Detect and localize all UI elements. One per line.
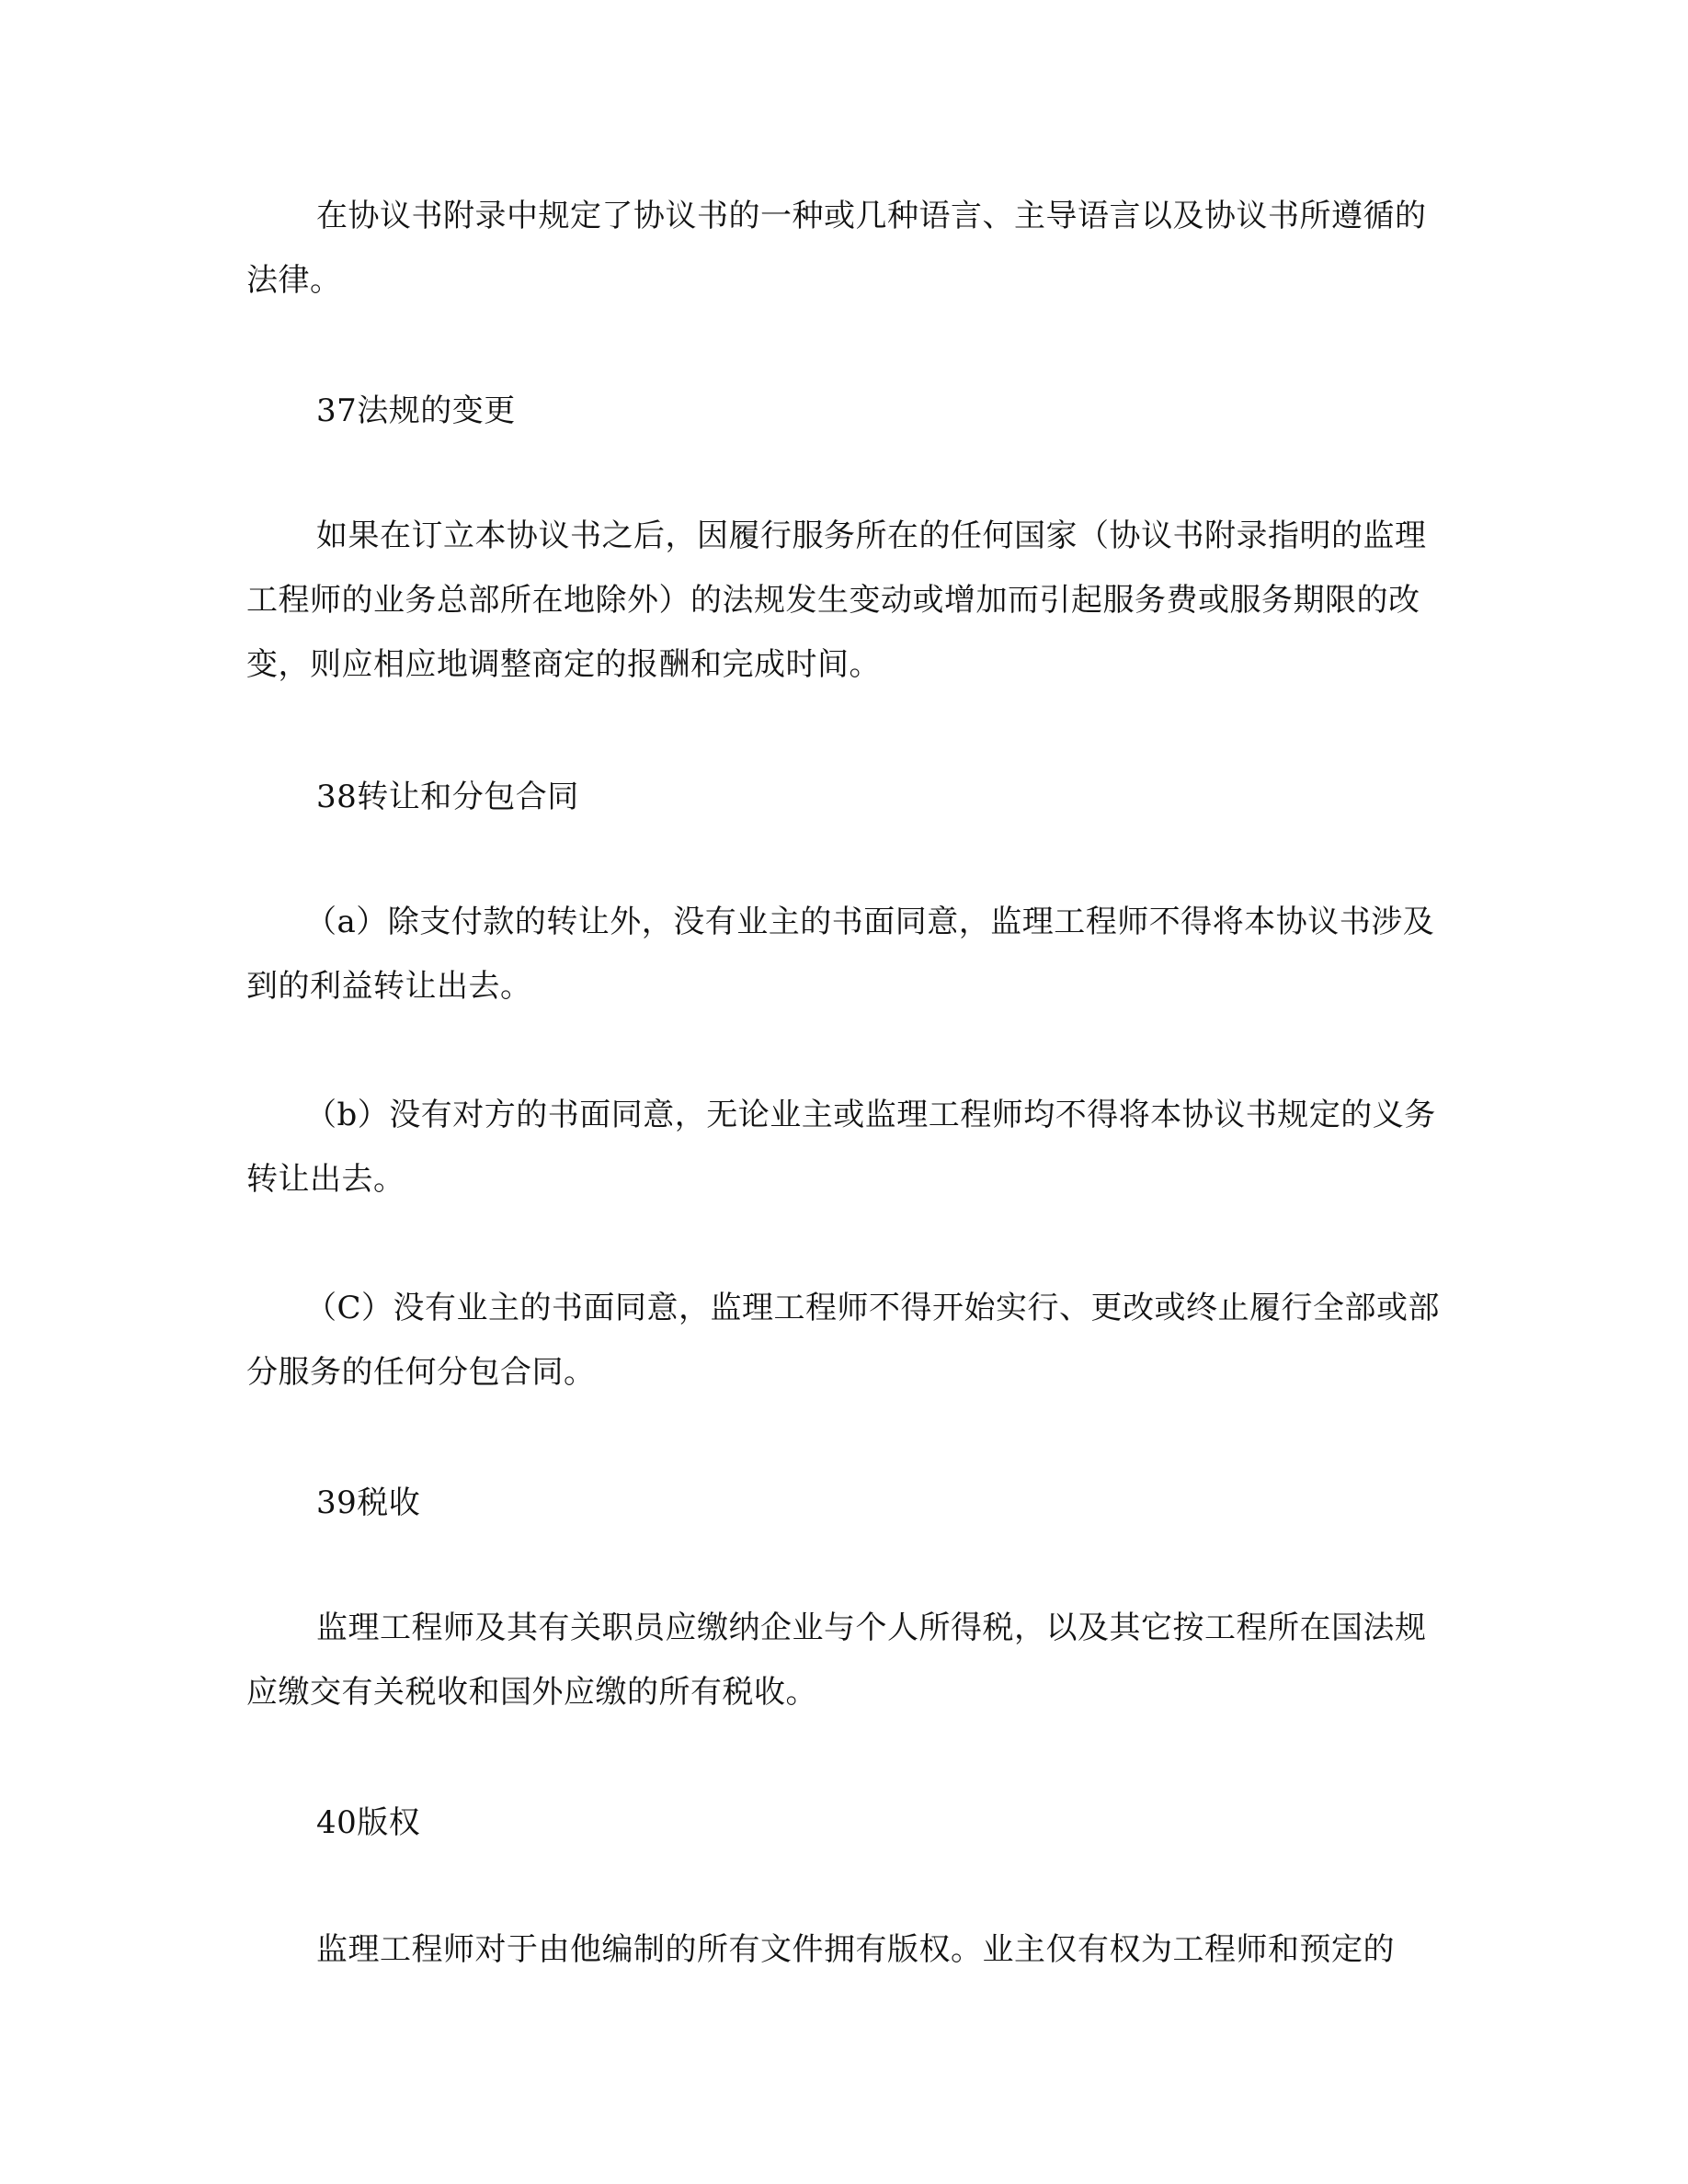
paragraph-item-a: （a）除支付款的转让外，没有业主的书面同意，监理工程师不得将本协议书涉及到的利益转让出去。 <box>246 904 1435 1005</box>
section-heading-40: 40版权 <box>316 1804 421 1841</box>
paragraph-copyright: 监理工程师对于由他编制的所有文件拥有版权。业主仅有权为工程师和预定的 <box>316 1931 1395 1968</box>
section-heading-39: 39税收 <box>316 1484 421 1521</box>
paragraph-item-b: （b）没有对方的书面同意，无论业主或监理工程师均不得将本协议书规定的义务转让出去。 <box>246 1097 1436 1198</box>
paragraph-taxation: 监理工程师及其有关职员应缴纳企业与个人所得税，以及其它按工程所在国法规应缴交有关税收和国外应缴的所有税收。 <box>246 1610 1427 1711</box>
section-heading-38: 38转让和分包合同 <box>316 779 579 815</box>
paragraph-language-and-law: 在协议书附录中规定了协议书的一种或几种语言、主导语言以及协议书所遵循的法律。 <box>246 198 1427 299</box>
paragraph-item-c: （C）没有业主的书面同意，监理工程师不得开始实行、更改或终止履行全部或部分服务的任何分包合同。 <box>246 1290 1441 1391</box>
paragraph-law-changes: 如果在订立本协议书之后，因履行服务所在的任何国家（协议书附录指明的监理工程师的业务总部所在地除外）的法规发生变动或增加而引起服务费或服务期限的改变，则应相应地调整商定的报酬和完成时间。 <box>246 518 1427 683</box>
section-heading-37: 37法规的变更 <box>316 392 516 429</box>
